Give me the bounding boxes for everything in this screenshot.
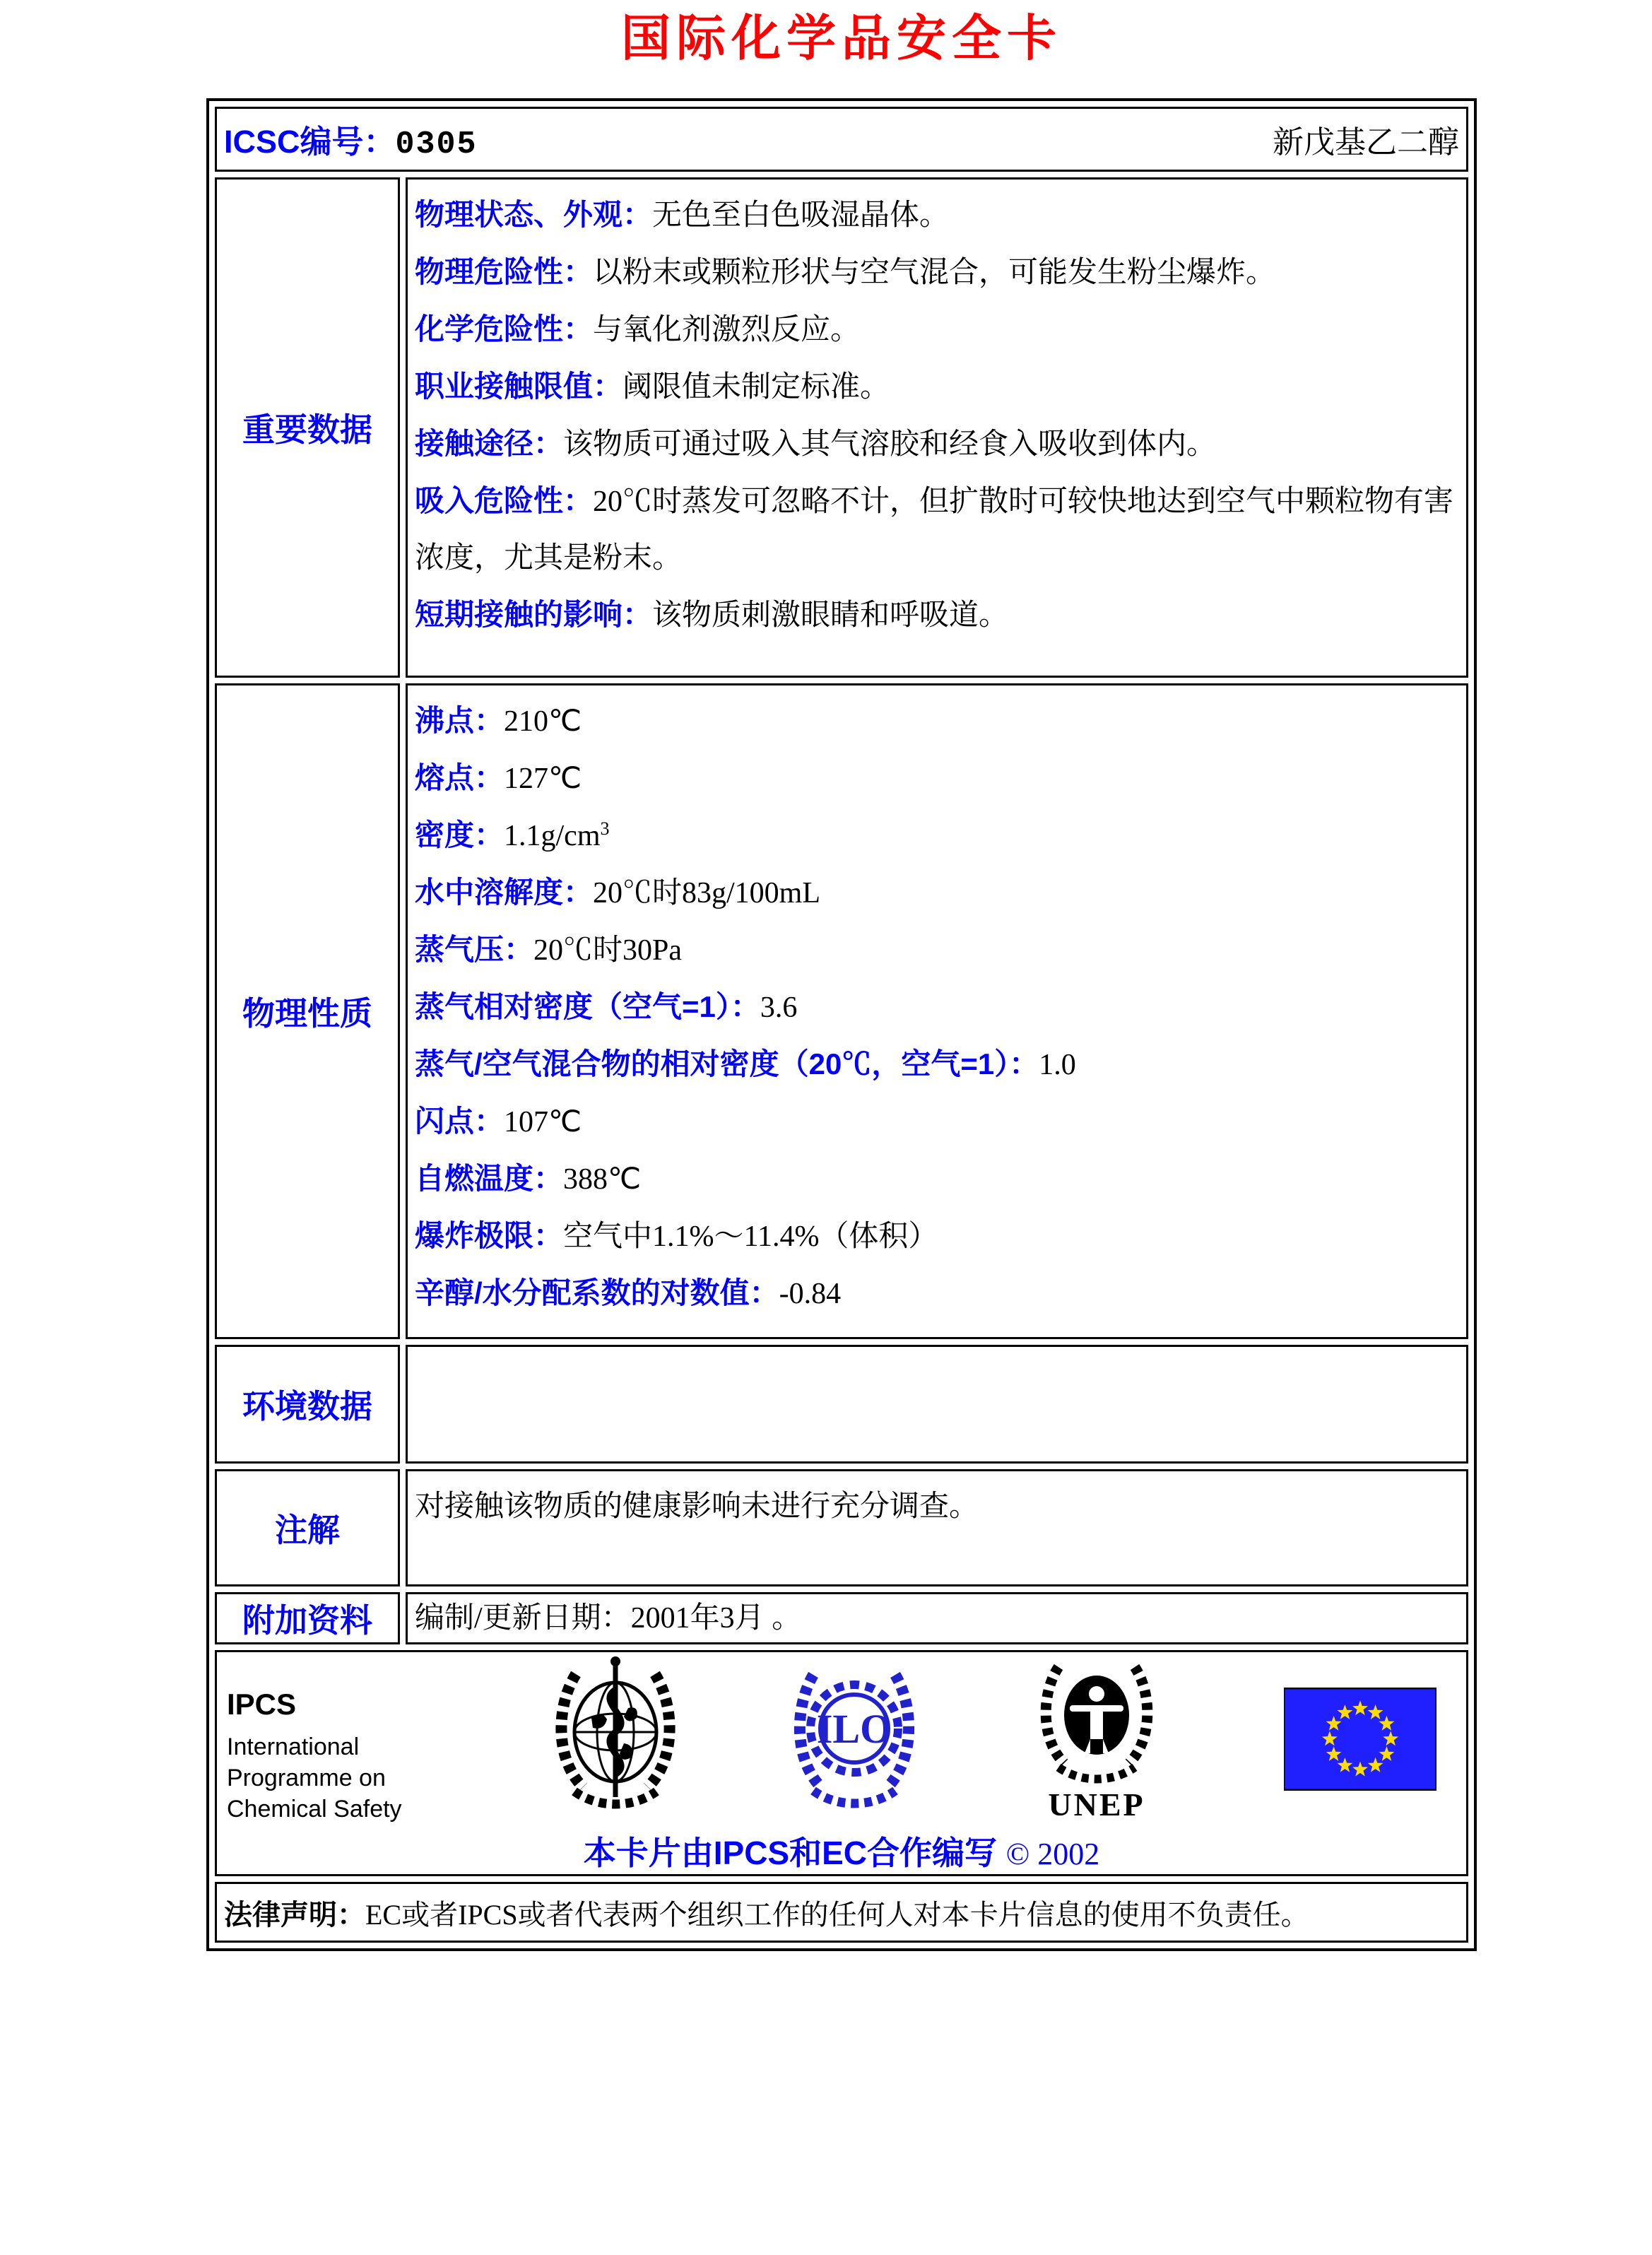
ipcs-heading: IPCS (227, 1688, 297, 1721)
property-label: 化学危险性： (415, 312, 594, 346)
property-value: 以粉末或颗粒形状与空气混合，可能发生粉尘爆炸。 (593, 257, 1276, 289)
credit-text: 本卡片由IPCS和EC合作编写 (583, 1835, 998, 1871)
property-value: 107℃ (504, 1106, 582, 1138)
property-value: 1.0 (1039, 1049, 1076, 1081)
property-value: 210℃ (504, 705, 582, 738)
property-label: 水中溶解度： (415, 876, 594, 909)
notes-content (406, 1469, 1468, 1586)
ipcs-line: Chemical Safety (227, 1796, 402, 1823)
physical-properties-content (406, 683, 1468, 1339)
property-value: 20℃时蒸发可忽略不计，但扩散时可较快地达到空气中颗粒物有害浓度，尤其是粉末。 (415, 485, 1454, 575)
icsc-number-group (224, 116, 478, 163)
property-line (415, 1208, 1458, 1265)
property-label: 吸入危险性： (415, 484, 594, 517)
property-label: 短期接触的影响： (415, 598, 653, 631)
ipcs-line: International (227, 1733, 360, 1760)
property-line (415, 358, 1458, 416)
section-label-environmental-data: 环境数据 (215, 1345, 400, 1464)
property-label: 辛醇/水分配系数的对数值： (415, 1276, 779, 1309)
property-value: 388℃ (563, 1163, 642, 1196)
property-line (415, 750, 1458, 807)
property-line (415, 807, 1458, 864)
property-label: 自燃温度： (415, 1162, 564, 1195)
property-value: 对接触该物质的健康影响未进行充分调查。 (415, 1490, 979, 1523)
eu-flag-icon (1284, 1688, 1436, 1791)
property-line (415, 1478, 1458, 1535)
icsc-number: 0305 (395, 126, 478, 163)
important-data-content (406, 177, 1468, 678)
property-line (415, 864, 1458, 922)
property-line (415, 922, 1458, 979)
svg-text:ILO: ILO (816, 1706, 892, 1752)
header-row (215, 107, 1468, 172)
unep-logo-label: UNEP (1048, 1786, 1145, 1823)
property-label: 爆炸极限： (415, 1219, 564, 1252)
property-value: 无色至白色吸湿晶体。 (652, 199, 950, 232)
page-title: 国际化学品安全卡 (621, 8, 1062, 67)
chemical-name: 新戊基乙二醇 (1273, 125, 1459, 160)
property-value: -0.84 (779, 1278, 842, 1310)
property-label: 沸点： (415, 704, 505, 737)
property-line (415, 473, 1458, 587)
environmental-data-content (406, 1345, 1468, 1464)
property-line (415, 187, 1458, 244)
property-value: 空气中1.1%～11.4%（体积） (563, 1220, 938, 1253)
property-value: 20℃时30Pa (533, 934, 683, 967)
logos-row (215, 1650, 1468, 1876)
property-line (415, 416, 1458, 473)
legal-text: EC或者IPCS或者代表两个组织工作的任何人对本卡片信息的使用不负责任。 (365, 1898, 1309, 1931)
property-value: 该物质可通过吸入其气溶胶和经食入吸收到体内。 (563, 428, 1217, 461)
property-label: 接触途径： (415, 427, 564, 460)
section-label-physical-properties: 物理性质 (215, 683, 400, 1339)
property-line (415, 1093, 1458, 1150)
ilo-logo-icon (785, 1655, 924, 1823)
property-label: 闪点： (415, 1105, 505, 1138)
property-line (415, 979, 1458, 1036)
property-value: 3.6 (760, 991, 798, 1024)
property-line (415, 693, 1458, 750)
section-label-notes: 注解 (215, 1469, 400, 1586)
credit-line (217, 1827, 1466, 1874)
unep-logo-block (1022, 1656, 1171, 1823)
property-label: 蒸气相对密度（空气=1）： (415, 990, 760, 1023)
property-line (415, 1036, 1458, 1093)
property-value: 阈限值未制定标准。 (623, 371, 890, 404)
property-label: 物理状态、外观： (415, 198, 653, 231)
superscript: 3 (600, 818, 610, 839)
property-value: 20℃时83g/100mL (593, 877, 821, 909)
legal-label: 法律声明： (224, 1899, 365, 1931)
section-label-important-data: 重要数据 (215, 177, 400, 678)
property-label: 密度： (415, 818, 505, 852)
property-label: 物理危险性： (415, 255, 594, 288)
ipcs-text-block (227, 1688, 439, 1825)
unep-logo-icon (1026, 1656, 1167, 1786)
property-line (415, 1150, 1458, 1208)
property-line (415, 301, 1458, 358)
icsc-number-label: ICSC编号： (224, 124, 396, 160)
property-value: 1.1g/cm (504, 820, 601, 852)
property-line (415, 1265, 1458, 1322)
legal-row (215, 1882, 1468, 1943)
property-label: 蒸气/空气混合物的相对密度（20℃，空气=1）： (415, 1047, 1039, 1081)
property-value: 127℃ (504, 763, 582, 795)
property-label: 职业接触限值： (415, 370, 623, 403)
copyright-text: © 2002 (1005, 1837, 1100, 1871)
who-logo-icon (545, 1653, 686, 1826)
additional-info-content: 编制/更新日期：2001年3月 。 (406, 1592, 1468, 1644)
property-value: 与氧化剂激烈反应。 (593, 314, 861, 346)
section-label-additional-info: 附加资料 (215, 1592, 400, 1644)
property-line (415, 587, 1458, 644)
icsc-card (206, 6, 1477, 1951)
property-value: 该物质刺激眼睛和呼吸道。 (652, 599, 1009, 632)
property-label: 熔点： (415, 761, 505, 794)
icsc-table (206, 98, 1477, 1951)
ipcs-line: Programme on (227, 1765, 386, 1791)
property-line (415, 244, 1458, 301)
property-label: 蒸气压： (415, 933, 534, 966)
